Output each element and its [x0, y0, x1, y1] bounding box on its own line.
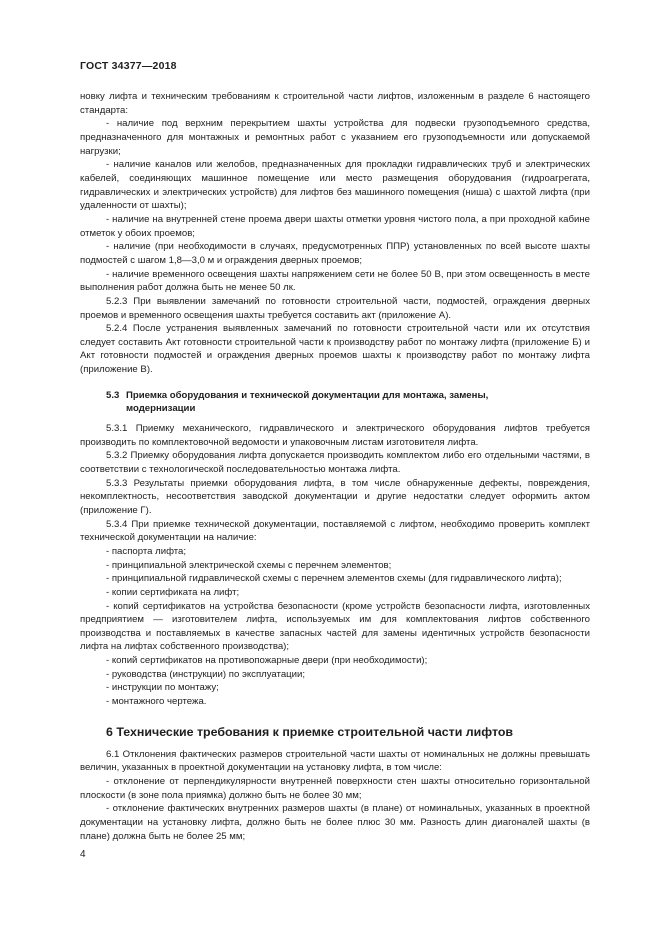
clause-5-2-3: 5.2.3 При выявлении замечаний по готовности строительной части, подмостей, ограждения дверных проемов и временного освещения шахты требуется составить акт (приложение А).	[80, 295, 590, 321]
list-item: - наличие на внутренней стене проема двери шахты отметки уровня чистого пола, а при проходной кабине отметок у обоих проемов;	[80, 213, 590, 239]
list-item: - наличие каналов или желобов, предназначенных для прокладки гидравлических труб и электрических кабелей, соединяющих машинное помещение или место размещения оборудования (гидроагрегата, гидравлических и электрических устройств) для лифтов без машинного помещения (ниша) с шахтой лифта (при удаленности от шахты);	[80, 159, 590, 212]
list-item: - отклонение фактических внутренних размеров шахты (в плане) от номинальных, указанных в проектной документации на установку лифта, должно быть не более плюс 30 мм. Разность длин диагоналей шахты (в плане) должна быть не более 25 мм;	[80, 803, 590, 842]
clause-6-1: 6.1 Отклонения фактических размеров строительной части шахты от номинальных не должны превышать величин, указанных в проектной документации на установку лифта, в том числе:	[80, 748, 590, 774]
list-item: - копий сертификатов на противопожарные двери (при необходимости);	[106, 655, 428, 667]
list-item: - копии сертификата на лифт;	[106, 586, 240, 598]
clause-5-3-1: 5.3.1 Приемку механического, гидравлического и электрического оборудования лифтов требуется производить по комплектовочной ведомости и упаковочным листам изготовителя лифта.	[80, 422, 590, 448]
section-number: 5.3	[106, 389, 120, 401]
list-item: - отклонение от перпендикулярности внутренней поверхности стен шахты относительно горизонтальной плоскости (в зоне пола приямка) должно быть не более 30 мм;	[80, 776, 590, 801]
clause-5-3-3: 5.3.3 Результаты приемки оборудования лифта, в том числе обнаруженные дефекты, повреждения, некомплектность, несоответствия заводской документации и другие недостатки следует оформить актом (приложение Г).	[80, 477, 590, 516]
document-header: ГОСТ 34377—2018	[80, 60, 177, 72]
clause-5-3-4: 5.3.4 При приемке технической документации, поставляемой с лифтом, необходимо проверить комплект технической документации на наличие:	[80, 518, 590, 544]
clause-5-2-4: 5.2.4 После устранения выявленных замечаний по готовности строительной части или их отсутствия следует составить Акт готовности строительной части к производству работ по монтажу лифта (приложение Б) и Акт готовности подмостей и ограждения дверных проемов шахты к производству работ по монтажу лифта (приложение В).	[80, 323, 590, 376]
list-item: - копий сертификатов на устройства безопасности (кроме устройств безопасности лифта, изготовленных предприятием — изготовителем лифта, используемых им для комплектования лифтов собственного производства и поставляемых в качестве запасных частей для замены идентичных устройств безопасности лифта на лифтах собственного производства);	[80, 600, 590, 653]
list-item: - инструкции по монтажу;	[106, 682, 219, 694]
list-item: - паспорта лифта;	[106, 545, 187, 557]
document-body	[80, 90, 590, 843]
section-heading-6: 6 Технические требования к приемке строительной части лифтов	[106, 724, 514, 739]
list-item: - наличие под верхним перекрытием шахты устройства для подвески грузоподъемного средства, предназначенного для монтажных и ремонтных работ с указанием его грузоподъемности или допускаемой нагрузки;	[80, 118, 590, 157]
paragraph: новку лифта и техническим требованиям к строительной части лифтов, изложенным в разделе 6 настоящего стандарта:	[80, 91, 590, 116]
clause-5-3-2: 5.3.2 Приемку оборудования лифта допускается производить комплектом либо его отдельными частями, в соответствии с технологической последовательностью монтажа лифта.	[80, 450, 590, 475]
list-item: - руководства (инструкции) по эксплуатации;	[106, 668, 306, 680]
section-title-line2: модернизации	[126, 403, 196, 415]
list-item: - наличие (при необходимости в случаях, предусмотренных ППР) установленных по всей высоте шахты подмостей с шагом 1,8—3,0 м и ограждения дверных проемов;	[80, 241, 590, 266]
list-item: - наличие временного освещения шахты напряжением сети не более 50 В, при этом освещенность в месте выполнения работ должна быть не менее 50 лк.	[80, 268, 590, 294]
page-number: 4	[80, 849, 86, 860]
section-title-line1: Приемка оборудования и технической документации для монтажа, замены,	[126, 389, 489, 401]
list-item: - принципиальной гидравлической схемы с перечнем элементов схемы (для гидравлического лифта);	[106, 573, 562, 585]
list-item: - принципиальной электрической схемы с перечнем элементов;	[106, 559, 392, 571]
list-item: - монтажного чертежа.	[106, 696, 207, 708]
section-heading-5-3	[106, 389, 590, 416]
